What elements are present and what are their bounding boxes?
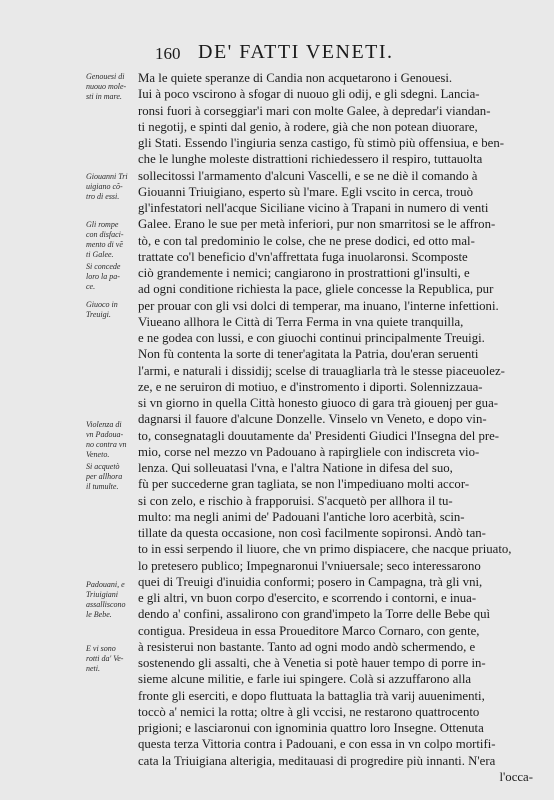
marginal-note-line: Si concede — [86, 262, 121, 271]
marginal-note-line: con disfaci- — [86, 230, 124, 239]
marginal-note-line: uigiano cõ- — [86, 182, 123, 191]
text-line: ti negotij, e spinti dal genio, à rodere, già che non potean diuorare, — [138, 119, 478, 134]
marginal-note — [86, 420, 142, 460]
marginal-note-line: Triuigiani — [86, 590, 119, 599]
marginal-note — [86, 644, 142, 674]
catchword: l'occa- — [499, 769, 533, 784]
marginal-note-line: tro di essi. — [86, 192, 120, 201]
text-line: e gli altri, vn buon corpo d'esercito, e scorrendo i contorni, e inua- — [138, 591, 477, 605]
text-line: dagnarsi il fauore d'alcune Donzelle. Vinselo vn Veneto, e dopo vin- — [138, 412, 487, 427]
marginal-note-line: ti Galee. — [86, 250, 114, 259]
text-line: toccò a' nemici la rotta; oltre à gli vccisi, ne restarono quattrocento — [138, 704, 480, 719]
marginal-note-line: Giuoco in — [86, 300, 118, 309]
marginal-note-line: per allhora — [86, 472, 123, 481]
text-line: fronte gli eserciti, e dopo fluttuata la battaglia trà varij auuenimenti, — [138, 688, 485, 703]
text-line: tillate da questa occasione, non così facilmente sopironsi. Andò tan- — [138, 526, 486, 540]
text-line: sostenendo gli assalti, che à Venetia si potè hauer tempo di porre in- — [138, 656, 486, 670]
text-line: to in essi serpendo il liuore, che vn primo dispiacere, che nacque priuato, — [138, 542, 512, 557]
text-line: ze, e ne seruiron di motiuo, e d'instromento i diporti. Solennizzaua- — [138, 379, 483, 394]
text-line: prigioni; e lasciaronui con ignominia quattro loro Insegne. Ottenuta — [138, 721, 484, 735]
body-text — [138, 70, 533, 785]
marginal-note — [86, 300, 142, 320]
text-line: che le lunghe moleste distrattioni richiedessero il respiro, tuttauolta — [138, 152, 483, 167]
text-line: Viueano allhora le Città di Terra Ferma in vna quiete tranquilla, — [138, 314, 464, 329]
marginal-note — [86, 462, 142, 492]
text-line: tò, e con tal predominio le colse, che ne prese dodici, ed otto mal- — [138, 233, 475, 248]
text-line: si vn giorno in quella Città honesto giuoco di gara trà giouenj per gua- — [138, 396, 499, 410]
marginal-note-line: E vi sono — [86, 644, 116, 653]
text-line: questa terza Vittoria contra i Padouani, e con essa in vn colpo mortifi- — [138, 737, 496, 752]
text-line: Ma le quiete speranze di Candia non acquetarono i Genouesi. — [138, 71, 453, 85]
text-line: dendo a' confini, assalirono con grand'impeto la Torre delle Bebe quì — [138, 607, 491, 622]
marginal-note-line: Gli rompe — [86, 220, 119, 229]
marginal-note-line: loro la pa- — [86, 272, 120, 281]
text-line: Galee. Erano le sue per metà inferiori, pur non smarritosi se le affron- — [138, 217, 496, 232]
text-line: mio, corse nel mezzo vn Padouano à rapirgliele con indiscreta vio- — [138, 444, 480, 459]
marginal-note-line: Padouani, e — [86, 580, 125, 589]
marginal-note — [86, 580, 142, 620]
text-line: ciò grandemente i nemici; cangiarono in prostrattioni gl'insulti, e — [138, 266, 470, 280]
marginal-note — [86, 262, 142, 292]
text-line: cata la Triuigiana alterigia, meditauasi di progredire più innanti. N'era — [138, 753, 496, 768]
text-line: à resisterui non bastante. Tanto ad ogni modo andò schermendo, e — [138, 639, 476, 654]
marginal-note-line: nuouo mole- — [86, 82, 127, 91]
marginal-note-line: no contra vn — [86, 440, 127, 449]
text-line: sollecitossi l'armamento d'alcuni Vascelli, e se ne diè il comando à — [138, 168, 478, 183]
marginal-note-line: mento di vẽ — [86, 240, 123, 249]
text-line: ronsi fuori à corseggiar'i mari con molte Galee, à depredar'i viandan- — [138, 103, 491, 118]
text-line: l'armi, e naturali i dissidij; scelse di trauagliarla trà le stesse piaceuolez- — [138, 363, 505, 378]
text-line: multo: ma negli animi de' Padouani l'antiche loro acerbità, scin- — [138, 509, 465, 524]
text-line: trattate co'l beneficio d'vn'affrettata fuga inuolaronsi. Scomposte — [138, 249, 468, 264]
marginal-note — [86, 220, 142, 260]
marginal-note-line: assalliscono — [86, 600, 126, 609]
marginal-note — [86, 172, 142, 202]
text-line: Iui à poco vscirono à sfogar di nuouo gli odij, e gli sdegni. Lancia- — [138, 87, 480, 102]
marginal-note-line: Genouesi di — [86, 72, 125, 81]
text-line: fù per succederne gran tagliata, se non l'impediuano molti accor- — [138, 477, 470, 492]
page-number: 160 — [155, 44, 181, 63]
marginal-note-line: sti in mare. — [86, 92, 122, 101]
marginal-note-line: Veneto. — [86, 450, 110, 459]
text-line: gli Stati. Essendo l'ingiuria senza castigo, fù stimò più offensiua, e ben- — [138, 136, 504, 150]
marginal-note-line: Treuigi. — [86, 310, 111, 319]
text-line: to, consegnatagli douutamente da' Presidenti Giudici l'Insegna del pre- — [138, 428, 500, 443]
text-line: lo pretesero publico; Impegnaronui l'vniuersale; seco interessarono — [138, 558, 481, 573]
text-line: e ne godea con lussi, e con giuochi continui principalmente Treuigi. — [138, 331, 485, 345]
marginal-note-line: il tumulte. — [86, 482, 119, 491]
text-line: contigua. Presideua in essa Proueditore Marco Cornaro, con gente, — [138, 623, 480, 638]
text-line: Giouanni Triuigiano, esperto sù l'mare. Egli vscito in cerca, trouò — [138, 184, 473, 199]
marginal-note-line: Violenza di — [86, 420, 122, 429]
marginal-note-line: Giouanni Tri — [86, 172, 128, 181]
text-line: sieme alcune militie, e farle iui spingere. Colà si azzuffarono alla — [138, 672, 472, 687]
text-line: lenza. Qui solleuatasi l'vna, e l'altra Natione in difesa del suo, — [138, 461, 453, 475]
text-line: quei di Treuigi d'inuidia conformi; posero in Campagna, trà gli vni, — [138, 574, 483, 589]
marginal-note-line: neti. — [86, 664, 100, 673]
marginal-note-line: vn Padoua- — [86, 430, 124, 439]
text-line: ad ogni conditione richiesta la pace, gliele concesse la Republica, pur — [138, 282, 494, 297]
marginal-note-line: le Bebe. — [86, 610, 112, 619]
marginal-note-line: Si acquetò — [86, 462, 120, 471]
marginal-note-line: rotti da' Ve- — [86, 654, 124, 663]
text-line: gl'infestatori nell'acque Siciliane vicino à Trapani in numero di venti — [138, 201, 489, 215]
text-line: si con zelo, e rischio à frapporuisi. S'acquetò per allhora il tu- — [138, 493, 453, 508]
marginal-note — [86, 72, 142, 102]
marginal-note-line: ce. — [86, 282, 96, 291]
text-line: per prouar con gli vsi dolci di temperar, ma inuano, l'interne infettioni. — [138, 298, 499, 313]
running-head: DE' FATTI VENETI. — [198, 41, 394, 63]
text-line: Non fù contenta la sorte di tener'agitata la Patria, dou'eran seruenti — [138, 347, 479, 362]
